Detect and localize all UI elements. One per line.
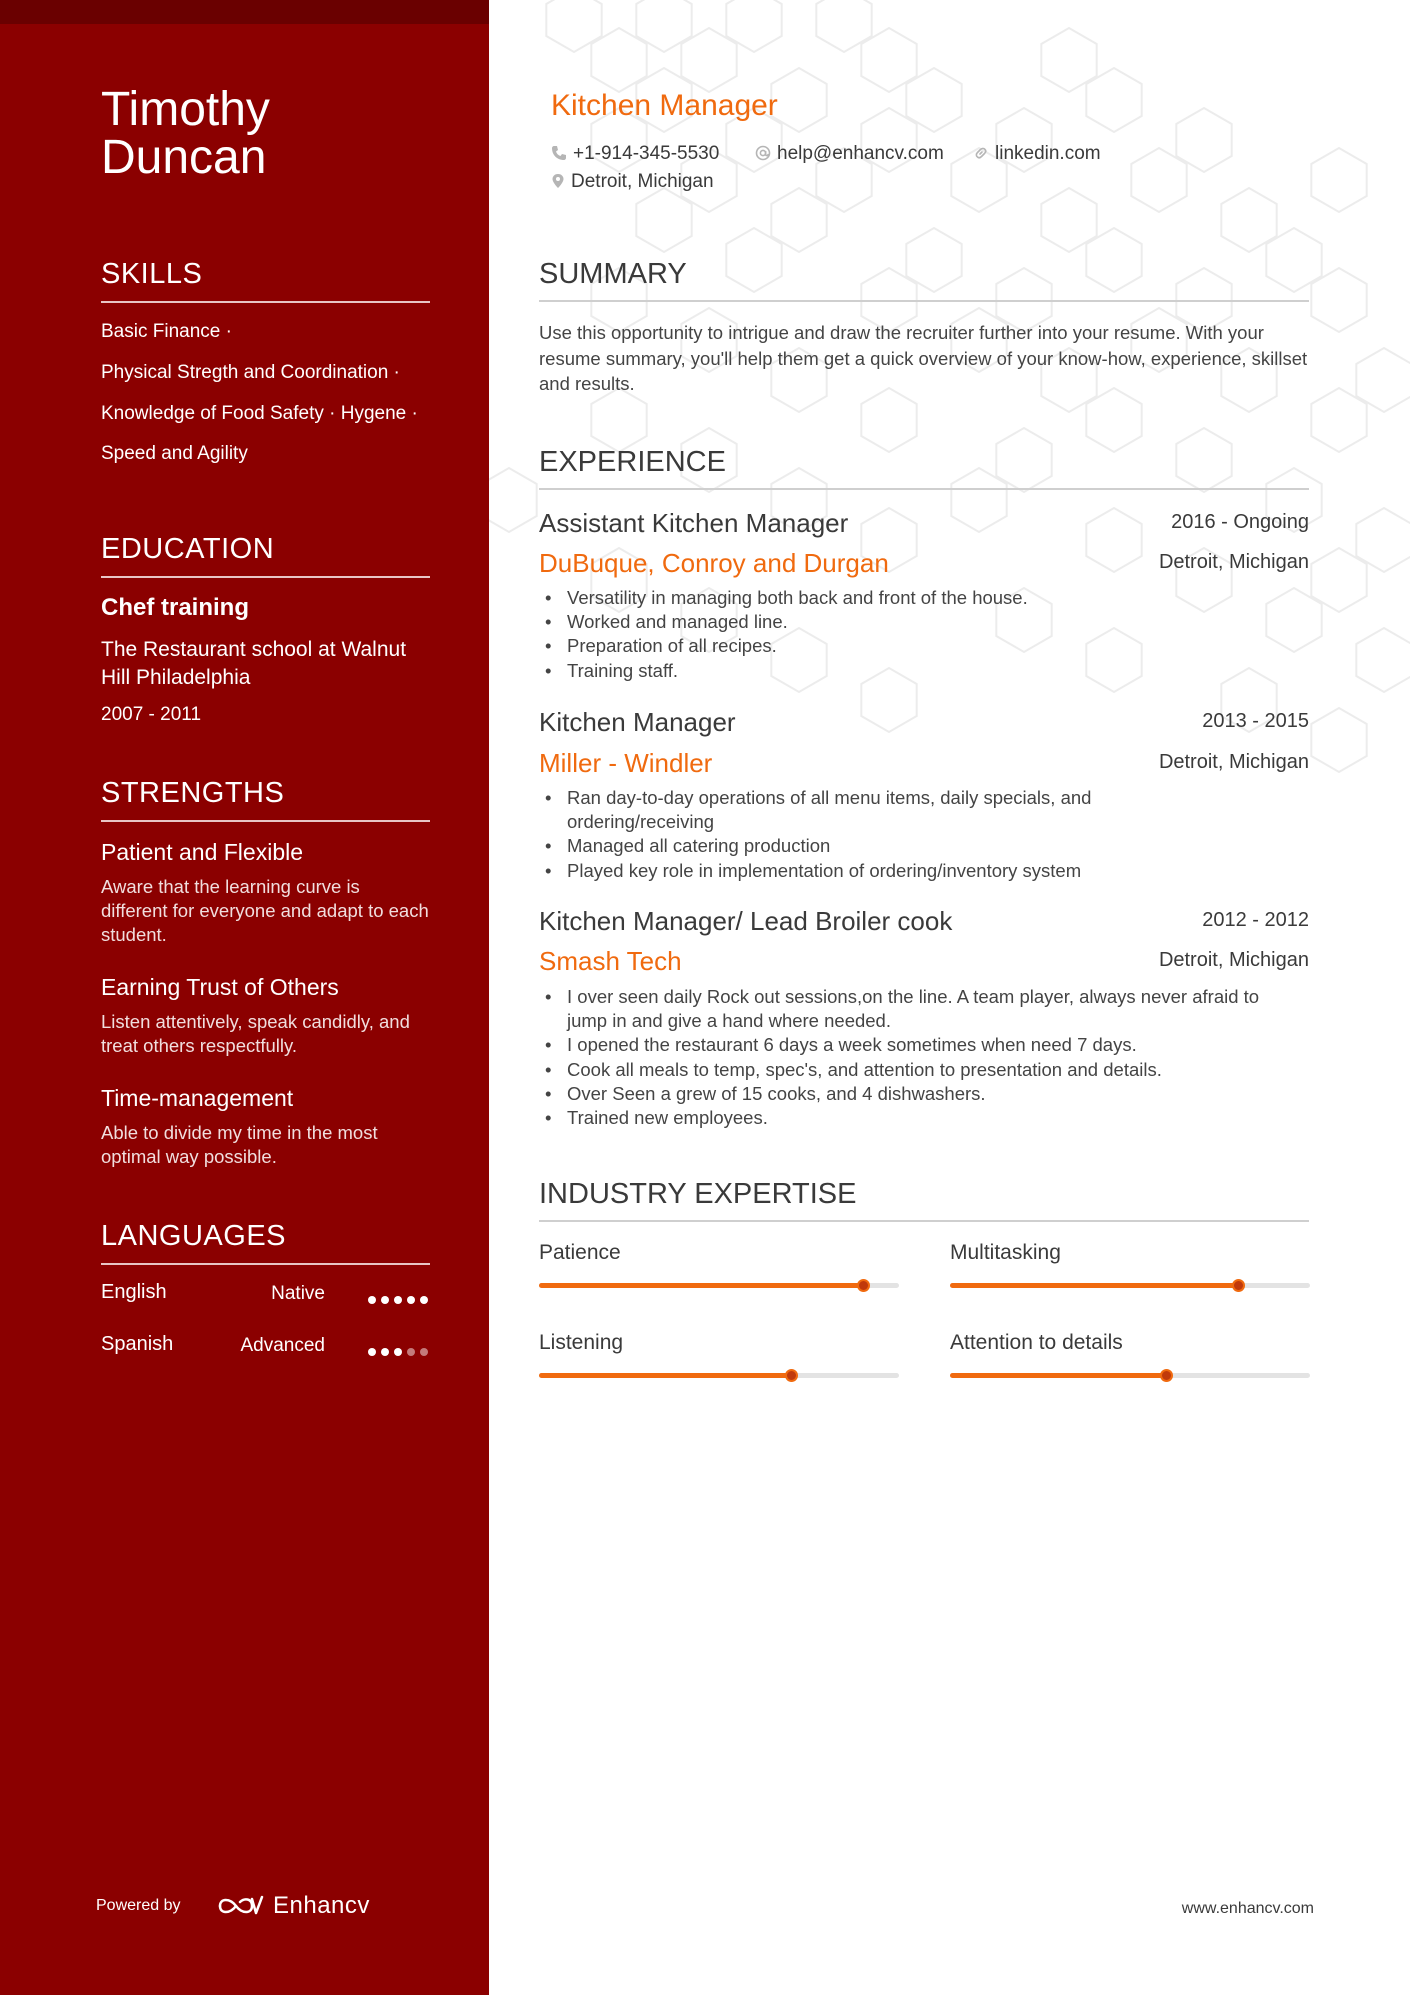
bullet-item: • Managed all catering production [539, 834, 1179, 858]
language-rating [363, 1343, 428, 1361]
strength-description: Able to divide my time in the most optimal way possible. [101, 1122, 378, 1167]
candidate-name [101, 83, 270, 184]
job-company: Smash Tech [539, 946, 682, 976]
sidebar-top-bar [0, 0, 489, 24]
rating-dot [407, 1296, 415, 1304]
rating-dot [394, 1296, 402, 1304]
hexagon-shape [726, 0, 781, 52]
strengths-heading: STRENGTHS [101, 777, 430, 822]
expertise-fill [950, 1373, 1166, 1378]
rating-dot [381, 1296, 389, 1304]
bullet-item: • Worked and managed line. [539, 610, 1299, 634]
hexagon-shape [636, 0, 691, 52]
experience-heading: EXPERIENCE [539, 446, 1309, 490]
job-bullets [539, 985, 1279, 1130]
rating-dot [368, 1348, 376, 1356]
linkedin-contact[interactable] [973, 143, 1101, 165]
bullet-item: • Over Seen a grew of 15 cooks, and 4 dishwashers. [539, 1082, 1279, 1106]
language-rating [363, 1291, 428, 1309]
phone-text: +1-914-345-5530 [573, 143, 720, 164]
job-company: Miller - Windler [539, 748, 713, 778]
strength-description: Listen attentively, speak candidly, and treat others respectfully. [101, 1011, 410, 1056]
location-text: Detroit, Michigan [571, 171, 714, 192]
language-name: English [101, 1281, 167, 1303]
skill-item: Knowledge of Food Safety · Hygene · [101, 403, 418, 424]
bullet-item: • Trained new employees. [539, 1106, 1279, 1130]
education-school: The Restaurant school at Walnut Hill Philadelphia [101, 638, 407, 689]
expertise-bar [950, 1283, 1310, 1288]
location-pin-icon [551, 173, 565, 189]
rating-dot [407, 1348, 415, 1356]
link-icon [973, 145, 989, 161]
bullet-item: • Ran day-to-day operations of all menu items, daily specials, and ordering/receiving [539, 786, 1179, 834]
enhancv-logo-icon [216, 1893, 264, 1919]
bullet-item: • Training staff. [539, 659, 1299, 683]
expertise-fill [950, 1283, 1238, 1288]
expertise-fill [539, 1373, 791, 1378]
phone-contact [551, 143, 719, 165]
hexagon-shape [546, 0, 601, 52]
expertise-knob [785, 1369, 798, 1382]
rating-dot [368, 1296, 376, 1304]
expertise-heading: INDUSTRY EXPERTISE [539, 1178, 1309, 1222]
languages-heading: LANGUAGES [101, 1220, 430, 1265]
bullet-item: • I opened the restaurant 6 days a week sometimes when need 7 days. [539, 1033, 1279, 1057]
language-name: Spanish [101, 1333, 174, 1355]
email-text: help@enhancv.com [777, 143, 944, 164]
job-title: Assistant Kitchen Manager [539, 508, 849, 538]
job-company: DuBuque, Conroy and Durgan [539, 548, 889, 578]
strength-description: Aware that the learning curve is different for everyone and adapt to each student. [101, 876, 429, 945]
hexagon-shape [1311, 148, 1366, 212]
language-level: Advanced [240, 1335, 325, 1356]
expertise-knob [1232, 1279, 1245, 1292]
expertise-knob [857, 1279, 870, 1292]
bullet-item: • I over seen daily Rock out sessions,on the line. A team player, always never afraid to jump in and give a hand where needed. [539, 985, 1279, 1033]
expertise-bar [950, 1373, 1310, 1378]
job-title: Kitchen Manager/ Lead Broiler cook [539, 906, 953, 936]
hexagon-shape [861, 388, 916, 452]
expertise-bar [539, 1373, 899, 1378]
bullet-item: • Preparation of all recipes. [539, 634, 1299, 658]
hexagon-shape [1311, 708, 1366, 772]
education-years: 2007 - 2011 [101, 704, 202, 725]
hexagon-shape [816, 0, 871, 52]
skill-item: Speed and Agility [101, 443, 248, 464]
email-contact[interactable] [755, 143, 944, 165]
skill-item: Physical Stregth and Coordination · [101, 362, 400, 383]
job-title-header: Kitchen Manager [551, 89, 778, 122]
location-contact [551, 171, 714, 193]
language-row [101, 1281, 430, 1311]
expertise-bar [539, 1283, 899, 1288]
job-date: 2016 - Ongoing [1171, 511, 1309, 533]
bullet-item: • Cook all meals to temp, spec's, and attention to presentation and details. [539, 1058, 1279, 1082]
phone-icon [551, 145, 567, 161]
expertise-label: Multitasking [950, 1241, 1061, 1264]
rating-dot [420, 1296, 428, 1304]
skill-item: Basic Finance · [101, 321, 232, 342]
hexagon-shape [591, 388, 646, 452]
sidebar [0, 0, 489, 1995]
job-location: Detroit, Michigan [1158, 751, 1309, 773]
first-name: Timothy [101, 83, 270, 136]
powered-by-label: Powered by [96, 1897, 181, 1914]
footer-url[interactable]: www.enhancv.com [1181, 1900, 1314, 1917]
linkedin-text: linkedin.com [995, 143, 1101, 164]
education-heading: EDUCATION [101, 533, 430, 578]
expertise-label: Attention to details [950, 1331, 1123, 1354]
hexagon-shape [1356, 628, 1410, 692]
job-bullets [539, 786, 1179, 883]
language-level: Native [271, 1283, 325, 1304]
job-location: Detroit, Michigan [1158, 551, 1309, 573]
at-icon [755, 145, 771, 161]
bullet-item: • Versatility in managing both back and front of the house. [539, 586, 1299, 610]
strength-title: Patient and Flexible [101, 839, 304, 865]
rating-dot [420, 1348, 428, 1356]
enhancv-brand: Enhancv [273, 1892, 370, 1919]
language-row [101, 1333, 430, 1363]
expertise-fill [539, 1283, 863, 1288]
last-name: Duncan [101, 131, 267, 184]
strength-title: Time-management [101, 1085, 294, 1111]
bullet-item: • Played key role in implementation of ordering/inventory system [539, 859, 1179, 883]
skills-heading: SKILLS [101, 258, 430, 303]
job-location: Detroit, Michigan [1158, 949, 1309, 971]
job-date: 2012 - 2012 [1202, 909, 1309, 931]
summary-heading: SUMMARY [539, 258, 1309, 302]
job-title: Kitchen Manager [539, 707, 736, 737]
strength-title: Earning Trust of Others [101, 974, 339, 1000]
summary-text: Use this opportunity to intrigue and draw the recruiter further into your resume. With your resume summary, you'll help them get a quick overview of your know-how, experience, skillset and results. [539, 322, 1308, 394]
rating-dot [381, 1348, 389, 1356]
expertise-label: Patience [539, 1241, 621, 1264]
hexagon-shape [489, 468, 537, 532]
expertise-knob [1160, 1369, 1173, 1382]
job-bullets [539, 586, 1299, 683]
education-title: Chef training [101, 594, 249, 621]
hexagon-shape [1086, 508, 1141, 572]
rating-dot [394, 1348, 402, 1356]
job-date: 2013 - 2015 [1202, 710, 1309, 732]
expertise-label: Listening [539, 1331, 624, 1354]
